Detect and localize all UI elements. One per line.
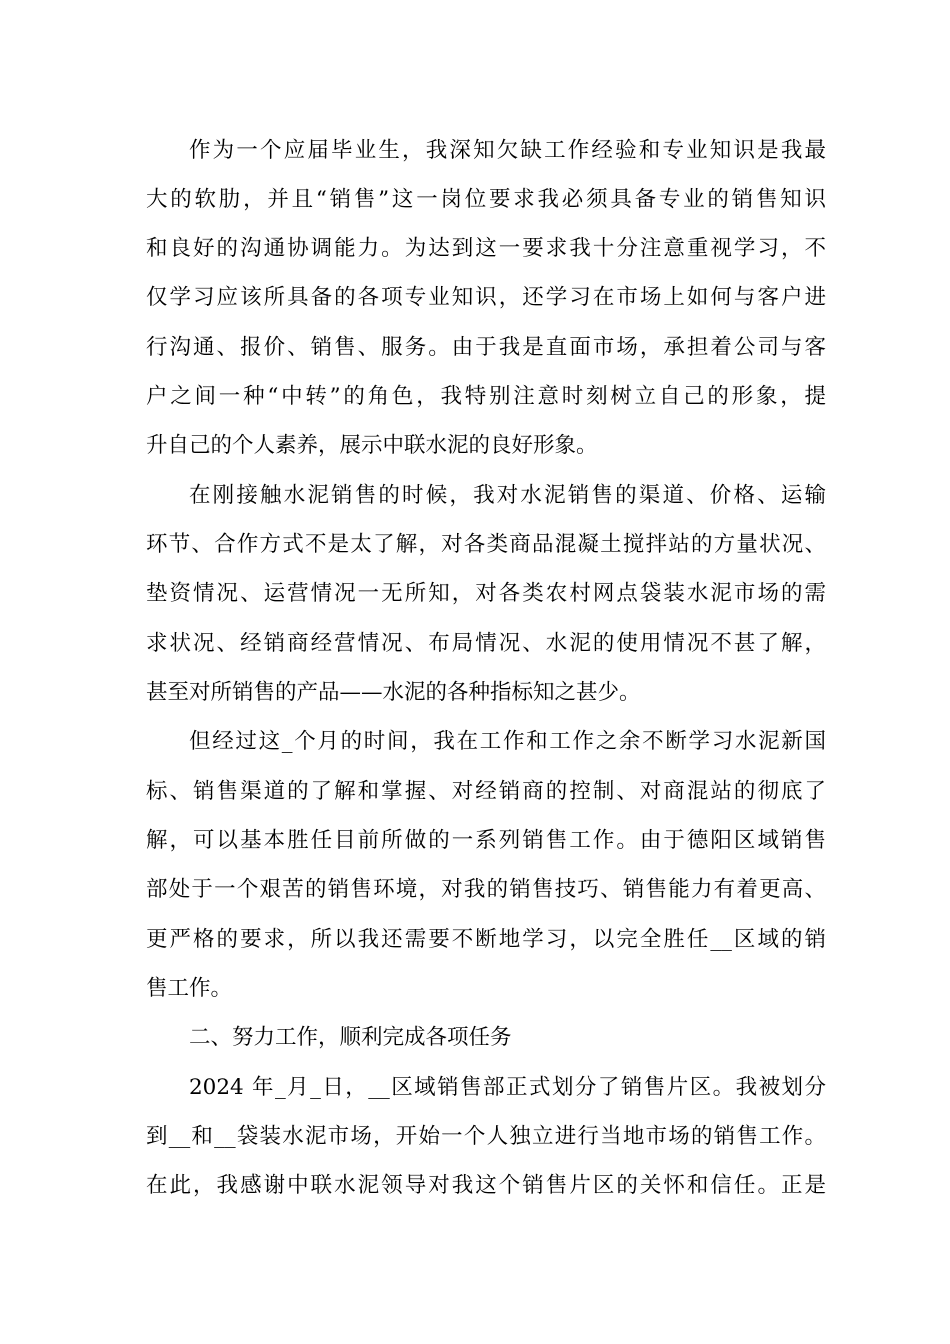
paragraph-2-line-3: 垫资情况、运营情况一无所知，对各类农村网点袋装水泥市场的需 <box>146 581 826 606</box>
paragraph-1-line-2: 大的软肋，并且“销售”这一岗位要求我必须具备专业的销售知识 <box>146 187 826 212</box>
paragraph-2-line-5: 甚至对所销售的产品——水泥的各种指标知之甚少。 <box>146 680 641 705</box>
paragraph-2-line-1: 在刚接触水泥销售的时候，我对水泥销售的渠道、价格、运输 <box>189 483 826 508</box>
paragraph-3-line-2: 标、销售渠道的了解和掌握、对经销商的控制、对商混站的彻底了 <box>146 779 826 804</box>
paragraph-3-line-5: 更严格的要求，所以我还需要不断地学习，以完全胜任__区域的销 <box>146 927 826 952</box>
paragraph-1-line-5: 行沟通、报价、销售、服务。由于我是直面市场，承担着公司与客 <box>146 335 826 360</box>
paragraph-1-line-1: 作为一个应届毕业生，我深知欠缺工作经验和专业知识是我最 <box>189 138 826 163</box>
paragraph-3-line-6: 售工作。 <box>146 976 233 1001</box>
paragraph-1-line-6: 户之间一种“中转”的角色，我特别注意时刻树立自己的形象，提 <box>146 384 826 409</box>
paragraph-2-line-2: 环节、合作方式不是太了解，对各类商品混凝土搅拌站的方量状况、 <box>146 532 826 557</box>
paragraph-1-line-4: 仅学习应该所具备的各项专业知识，还学习在市场上如何与客户进 <box>146 285 826 310</box>
paragraph-3-line-4: 部处于一个艰苦的销售环境，对我的销售技巧、销售能力有着更高、 <box>146 877 826 902</box>
paragraph-5-line-3: 在此，我感谢中联水泥领导对我这个销售片区的关怀和信任。正是 <box>146 1173 826 1198</box>
paragraph-2-line-4: 求状况、经销商经营情况、布局情况、水泥的使用情况不甚了解， <box>146 631 826 656</box>
paragraph-3-line-1: 但经过这_个月的时间，我在工作和工作之余不断学习水泥新国 <box>189 729 826 754</box>
paragraph-1-line-7: 升自己的个人素养，展示中联水泥的良好形象。 <box>146 433 598 458</box>
paragraph-5-line-2: 到__和__袋装水泥市场，开始一个人独立进行当地市场的销售工作。 <box>146 1124 826 1149</box>
paragraph-1-line-3: 和良好的沟通协调能力。为达到这一要求我十分注意重视学习，不 <box>146 236 826 261</box>
paragraph-3-line-3: 解，可以基本胜任目前所做的一系列销售工作。由于德阳区域销售 <box>146 828 826 853</box>
section-heading: 二、努力工作，顺利完成各项任务 <box>189 1025 512 1050</box>
paragraph-5-line-1: 2024 年_月_日，__区域销售部正式划分了销售片区。我被划分 <box>189 1075 826 1100</box>
